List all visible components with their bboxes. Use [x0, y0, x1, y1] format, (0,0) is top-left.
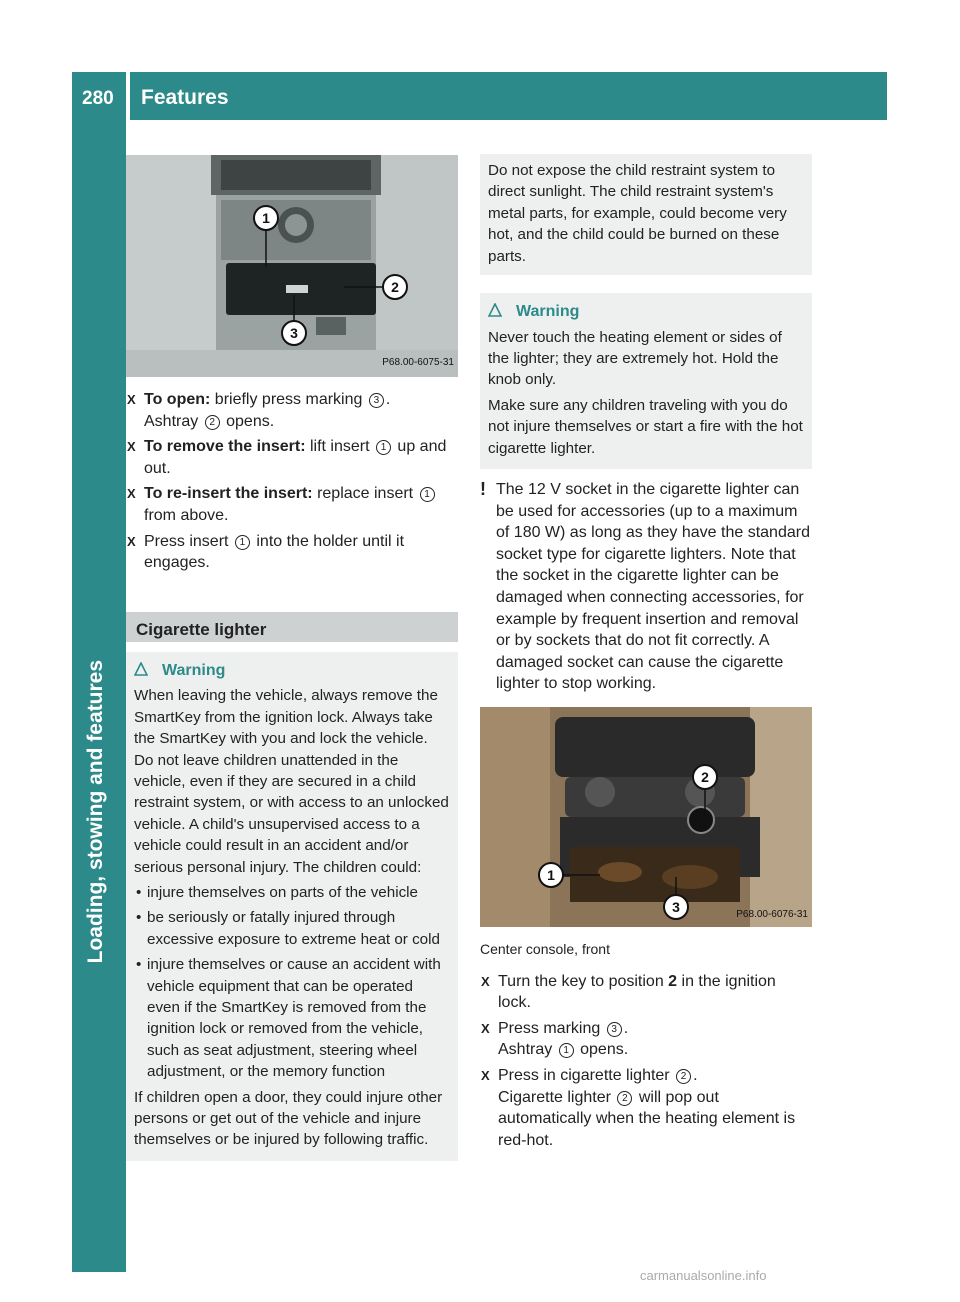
- step-text: up and out.: [144, 438, 447, 477]
- step-marker-icon: X: [127, 486, 136, 502]
- warning-box: [480, 293, 812, 469]
- warning-icon: [488, 303, 502, 317]
- step-marker-icon: X: [127, 392, 136, 407]
- warning-box: [126, 652, 458, 1161]
- notice-paragraph: [480, 479, 812, 695]
- header-divider: [126, 72, 130, 120]
- step-bold: 2: [668, 972, 678, 990]
- warning-paragraph: Make sure any children traveling with you do not injure themselves or start a fire with the hot cigarette lighter.: [488, 396, 803, 457]
- callout-ref: 3: [369, 393, 384, 408]
- warning-icon: [134, 662, 148, 676]
- svg-text:3: 3: [290, 325, 298, 341]
- step-text: will pop out automatically when the heating element is red-hot.: [498, 1088, 796, 1149]
- step-text: .: [623, 1019, 629, 1037]
- step-text: opens.: [221, 412, 275, 430]
- warning-title: [134, 660, 450, 682]
- watermark: carmanualsonline.info: [640, 1268, 767, 1283]
- instruction-step: [126, 436, 458, 479]
- cigarette-lighter-photo: [480, 707, 812, 929]
- notice-icon: !: [480, 479, 486, 500]
- instruction-step: [480, 971, 812, 1014]
- warning-bullet: • be seriously or fatally injured through excessive exposure to extreme heat or cold: [134, 907, 450, 950]
- step-text: Ashtray: [144, 412, 203, 430]
- instruction-step: [126, 531, 458, 574]
- instruction-list: [480, 971, 812, 1152]
- svg-text:2: 2: [701, 769, 709, 785]
- instruction-step: [126, 483, 458, 526]
- warning-outro: If children open a door, they could injure other persons or get out of the vehicle and injure themselves or be injured by following traffic.: [134, 1088, 443, 1149]
- step-marker-icon: X: [481, 1067, 490, 1083]
- callout-ref: 2: [205, 415, 220, 430]
- callout-ref: 1: [559, 1043, 574, 1058]
- instruction-step: [480, 1018, 812, 1061]
- callout-ref: 1: [376, 440, 391, 455]
- page-title: Features: [141, 86, 229, 109]
- warning-bullet: • injure themselves or cause an accident with vehicle equipment that can be operated even if the SmartKey is removed from the ignition lock or removed from the vehicle, such as seat adjustment, steering wheel adjustment, or the memory function: [134, 954, 450, 1082]
- step-text: opens.: [575, 1041, 629, 1059]
- svg-text:1: 1: [547, 867, 555, 883]
- step-text: .: [693, 1066, 698, 1084]
- step-text: lift insert: [305, 438, 374, 456]
- callout-ref: 1: [235, 535, 250, 550]
- callout-ref: 1: [420, 487, 435, 502]
- step-text: Ashtray: [498, 1041, 557, 1059]
- warning-bullet: • injure themselves on parts of the vehicle: [134, 882, 450, 903]
- step-text: Press insert: [144, 532, 233, 550]
- step-marker-icon: X: [127, 533, 136, 549]
- instruction-step: [480, 1065, 812, 1151]
- section-heading: Cigarette lighter: [126, 612, 458, 642]
- left-column: [126, 155, 458, 1161]
- ashtray-rear-photo: [126, 155, 458, 377]
- step-text: Turn the key to position: [498, 972, 669, 990]
- warning-title: [488, 301, 804, 323]
- step-text: Press marking: [498, 1019, 605, 1037]
- step-text: Cigarette lighter: [498, 1088, 616, 1106]
- step-text: into the holder until it engages.: [144, 532, 405, 572]
- callout-ref: 2: [617, 1091, 632, 1106]
- step-text: Press in cigarette lighter: [498, 1066, 675, 1084]
- step-marker-icon: X: [481, 1020, 490, 1036]
- figure-code: P68.00-6076-31: [736, 909, 808, 921]
- warning-continued: Do not expose the child restraint system to direct sunlight. The child restraint system's metal parts, for example, could become very hot, and the child could be burned on these parts.: [480, 154, 812, 275]
- instruction-step: [126, 389, 458, 432]
- warning-intro: When leaving the vehicle, always remove the SmartKey from the ignition lock. Always take the SmartKey with you and lock the vehicle. Do not leave children unattended in the vehicle, even if they are secured in a child restraint system, or with access to an unlocked vehicle. A child's unsupervised access to a vehicle could result in an accident and/or serious personal injury. The children could:: [134, 687, 449, 876]
- step-text: briefly press marking: [210, 391, 367, 408]
- step-bold: To re-insert the insert:: [144, 485, 313, 503]
- figure-code: P68.00-6075-31: [382, 357, 454, 369]
- notice-text: The 12 V socket in the cigarette lighter can be used for accessories (up to a maximum of 180 W) as long as they have the standard socket type for cigarette lighters. Note that the socket in the cigarette lighter can be damaged when connecting accessories, for example by frequent insertion and removal or by sockets that do not fit correctly. A damaged socket can cause the cigarette lighter to stop working.: [496, 481, 810, 693]
- right-column: [480, 154, 812, 1155]
- warning-label: Warning: [162, 661, 226, 679]
- step-text: .: [385, 391, 391, 408]
- warning-paragraph: Never touch the heating element or sides of the lighter; they are extremely hot. Hold the knob only.: [488, 328, 782, 389]
- callout-ref: 2: [676, 1069, 691, 1084]
- instruction-list: [126, 389, 458, 574]
- step-marker-icon: X: [481, 973, 490, 989]
- callout-ref: 3: [607, 1022, 622, 1037]
- warning-label: Warning: [516, 303, 580, 321]
- step-text: from above.: [144, 506, 229, 524]
- page-number: 280: [82, 88, 114, 109]
- svg-text:1: 1: [262, 210, 270, 226]
- svg-text:2: 2: [391, 279, 399, 295]
- step-text: in the ignition lock.: [498, 972, 776, 1012]
- svg-text:3: 3: [672, 899, 680, 915]
- step-bold: To remove the insert:: [144, 438, 306, 456]
- figure-caption: Center console, front: [480, 941, 610, 957]
- step-bold: To open:: [144, 391, 211, 408]
- step-text: replace insert: [312, 485, 418, 503]
- section-label: Loading, stowing and features: [84, 660, 107, 964]
- step-marker-icon: X: [127, 439, 136, 455]
